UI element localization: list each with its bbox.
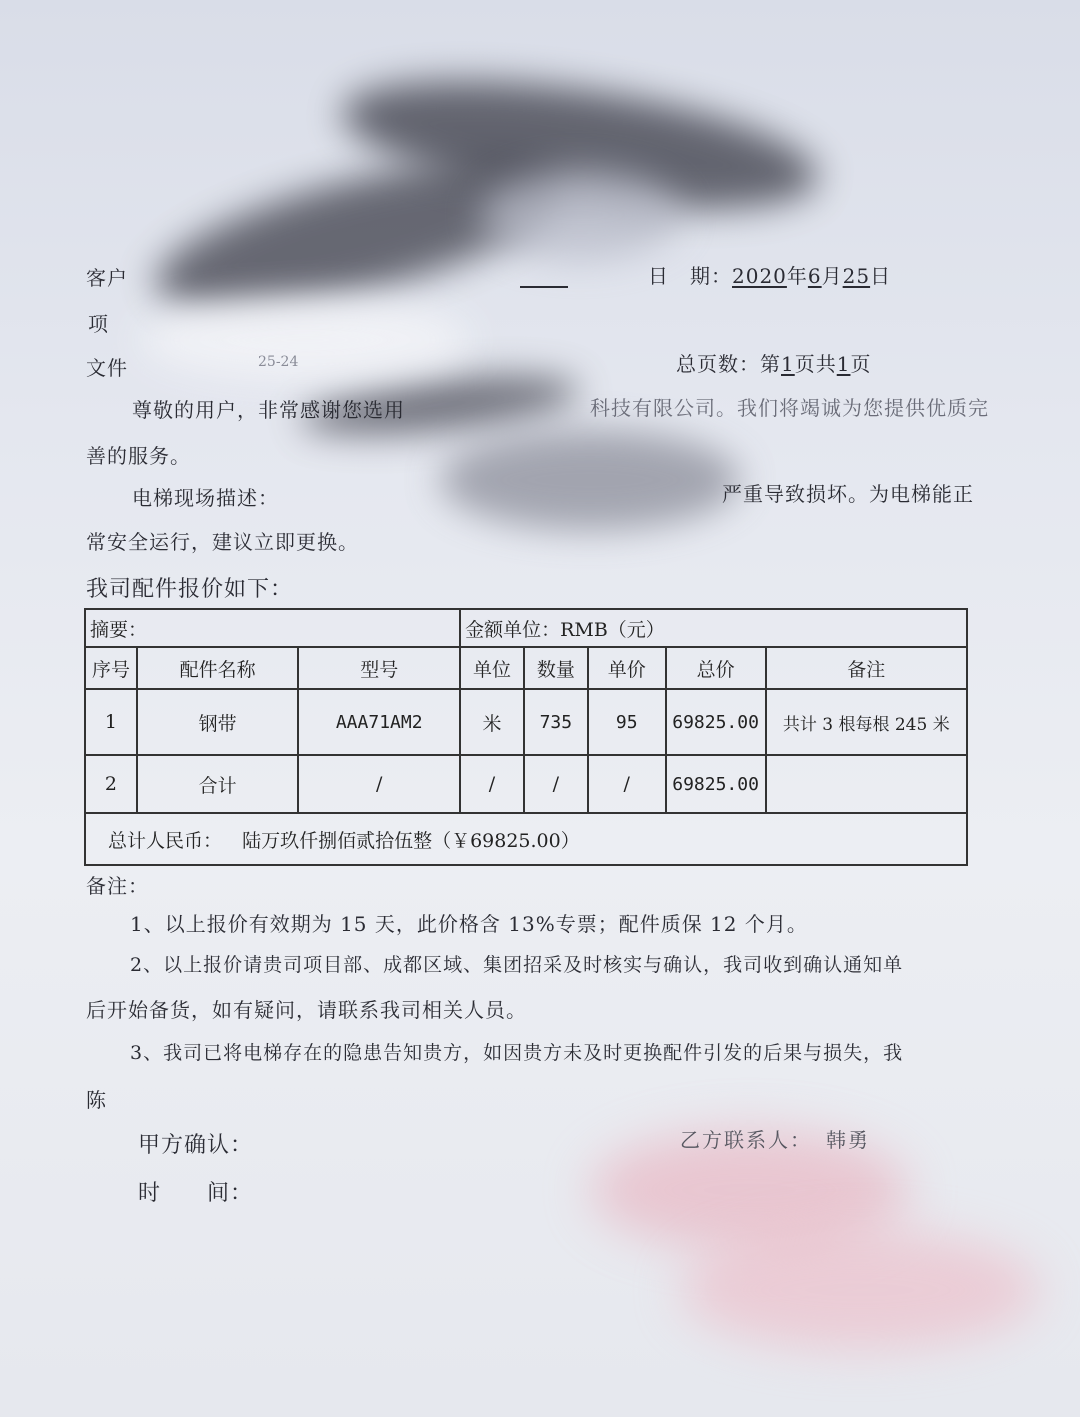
header-qty: 数量: [524, 647, 588, 689]
party-b-contact-label: 乙方联系人：: [680, 1128, 812, 1152]
header-note: 备注: [766, 647, 967, 689]
notes-item-1: 1、以上报价有效期为 15 天，此价格含 13%专票；配件质保 12 个月。: [130, 912, 808, 936]
date-month-unit: 月: [821, 264, 843, 288]
cell-qty: /: [524, 755, 588, 813]
notes-title: 备注：: [86, 874, 149, 898]
cell-no: 2: [85, 755, 137, 813]
notes-item-3-line2: 陈: [86, 1088, 107, 1112]
party-b-contact-line: [680, 1124, 870, 1153]
header-part-name: 配件名称: [137, 647, 298, 689]
cell-total: 69825.00: [666, 689, 766, 755]
notes-item-2-line1: 2、以上报价请贵司项目部、成都区域、集团招采及时核实与确认，我司收到确认通知单: [130, 954, 904, 976]
page-count-line: [676, 348, 871, 377]
file-number-fragment: 25-24: [258, 354, 299, 370]
header-no: 序号: [85, 647, 137, 689]
pages-mid: 页共: [794, 352, 837, 376]
intro-line1-start: 尊敬的用户，非常感谢您选用: [132, 398, 405, 422]
header-price: 单价: [588, 647, 666, 689]
customer-label: 客户: [86, 266, 128, 290]
stamp-blur: [680, 1230, 1040, 1350]
party-b-name: 韩勇: [826, 1128, 870, 1152]
quote-heading: 我司配件报价如下：: [86, 577, 294, 602]
header-model: 型号: [298, 647, 460, 689]
date-line: [648, 260, 891, 289]
date-day-unit: 日: [870, 264, 892, 288]
time-label: 时 间：: [138, 1181, 254, 1206]
cell-unit: 米: [460, 689, 524, 755]
cell-note: [766, 755, 967, 813]
redaction-blur: [440, 430, 740, 530]
table-sum-row: [85, 813, 967, 865]
sum-label: 总计人民币：: [108, 829, 223, 852]
currency-label: 金额单位：RMB（元）: [460, 609, 967, 647]
scene-label: 电梯现场描述：: [132, 486, 279, 510]
date-label: 日 期：: [648, 264, 732, 288]
redaction-blur: [140, 300, 470, 380]
cell-qty: 735: [524, 689, 588, 755]
scene-line2: 常安全运行，建议立即更换。: [86, 530, 359, 554]
cell-model: AAA71AM2: [298, 689, 460, 755]
date-year-unit: 年: [786, 264, 808, 288]
scene-line1-end: 严重导致损坏。为电梯能正: [722, 482, 974, 506]
party-a-confirm: 甲方确认：: [138, 1133, 254, 1158]
sum-value: 陆万玖仟捌佰贰拾伍整（￥69825.00）: [242, 829, 580, 852]
table-row: [85, 755, 967, 813]
cell-price: /: [588, 755, 666, 813]
project-label: 项: [88, 312, 109, 336]
date-year: 2020: [732, 264, 787, 288]
customer-underline: [520, 286, 568, 288]
cell-price: 95: [588, 689, 666, 755]
pages-label: 总页数：第: [676, 352, 781, 376]
cell-no: 1: [85, 689, 137, 755]
cell-unit: /: [460, 755, 524, 813]
cell-total: 69825.00: [666, 755, 766, 813]
cell-part-name: 合计: [137, 755, 298, 813]
quote-table: [84, 608, 968, 866]
redaction-blur: [480, 170, 680, 260]
notes-item-3-line1: 3、我司已将电梯存在的隐患告知贵方，如因贵方未及时更换配件引发的后果与损失，我: [130, 1042, 904, 1064]
intro-line1-end: 科技有限公司。我们将竭诚为您提供优质完: [590, 396, 989, 420]
cell-model: /: [298, 755, 460, 813]
file-label: 文件: [86, 356, 128, 380]
summary-label: 摘要：: [85, 609, 460, 647]
sum-cell: [85, 813, 967, 865]
cell-part-name: 钢带: [137, 689, 298, 755]
date-month: 6: [807, 264, 822, 288]
header-total: 总价: [666, 647, 766, 689]
page-current: 1: [781, 352, 795, 376]
cell-note: 共计 3 根每根 245 米: [766, 689, 967, 755]
header-unit: 单位: [460, 647, 524, 689]
intro-line2: 善的服务。: [86, 444, 191, 468]
table-summary-row: [85, 609, 967, 647]
pages-end: 页: [850, 352, 872, 376]
page-total: 1: [836, 352, 851, 376]
notes-item-2-line2: 后开始备货，如有疑问，请联系我司相关人员。: [86, 998, 527, 1022]
table-header-row: [85, 647, 967, 689]
table-row: [85, 689, 967, 755]
date-day: 25: [842, 264, 871, 288]
